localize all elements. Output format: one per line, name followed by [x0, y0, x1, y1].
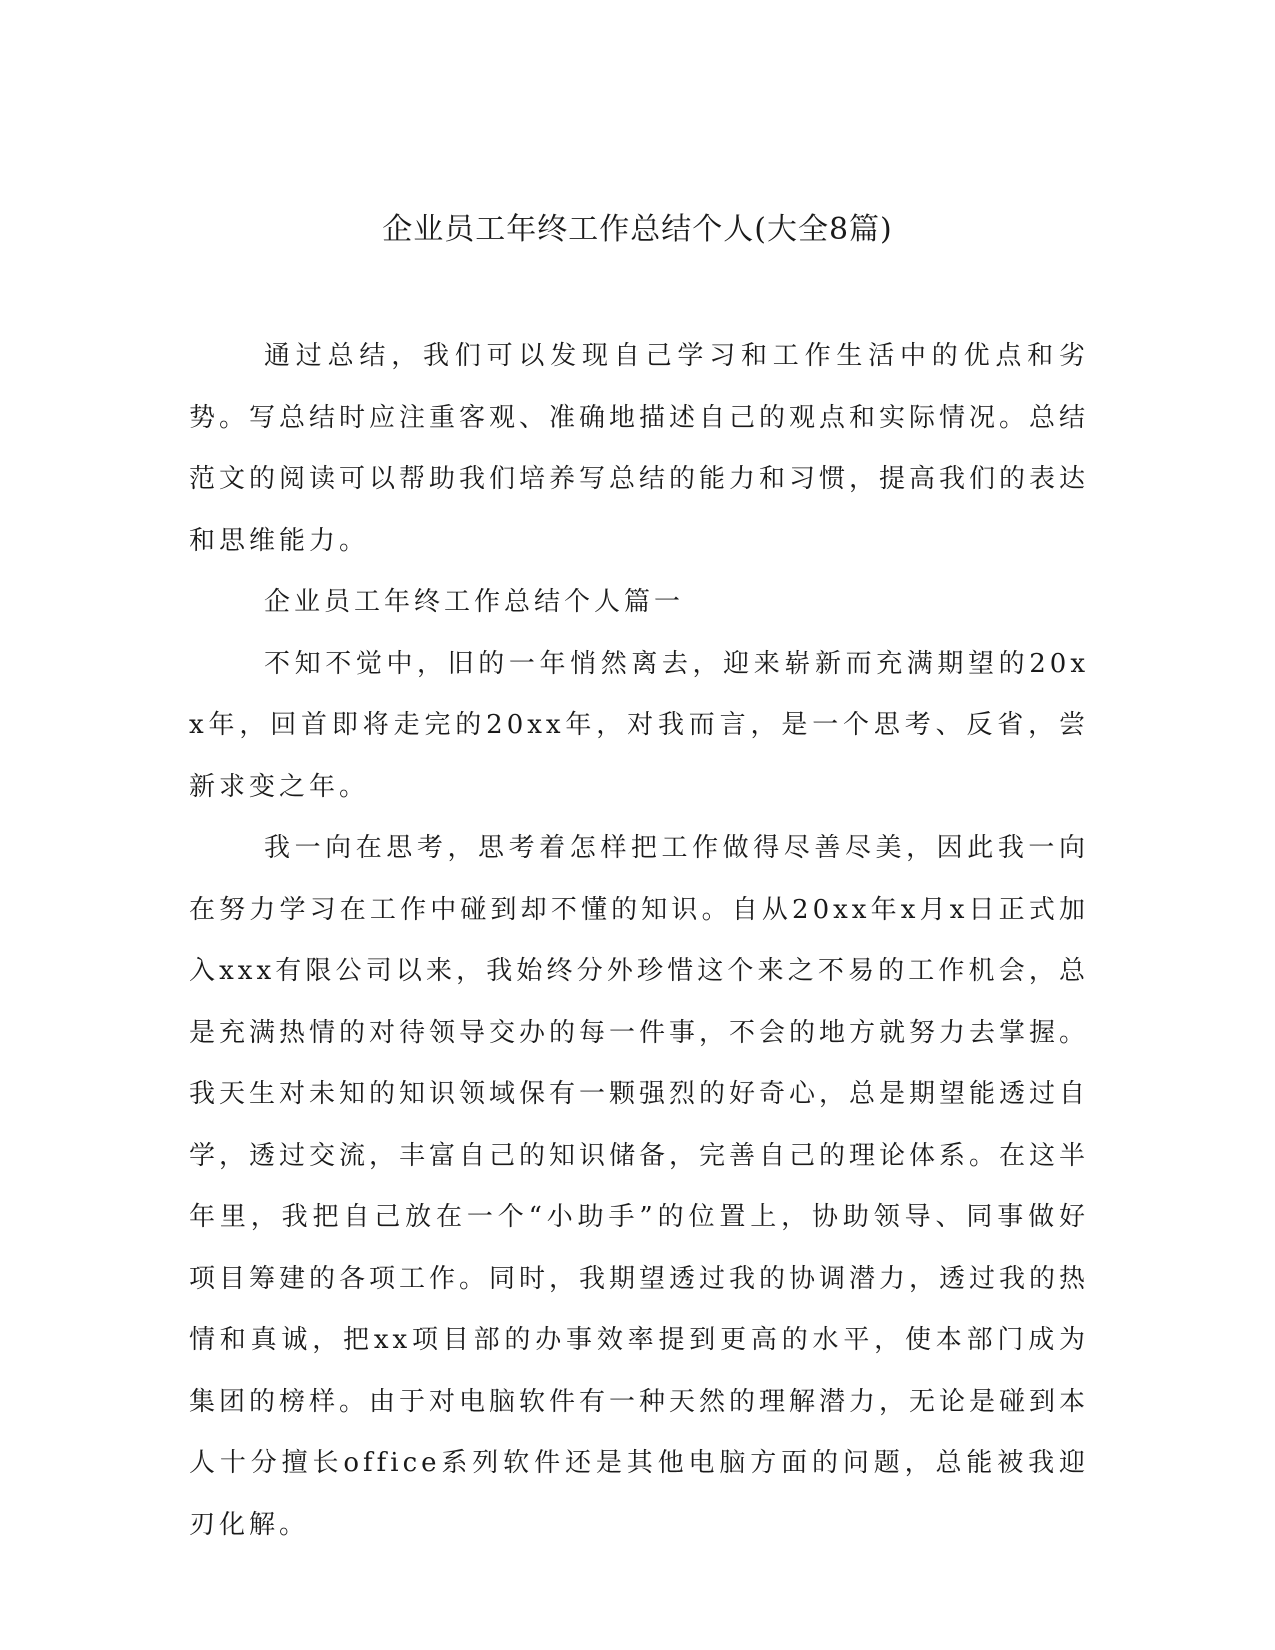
intro-paragraph: 通过总结，我们可以发现自己学习和工作生活中的优点和劣势。写总结时应注重客观、准确地描述自己的观点和实际情况。总结范文的阅读可以帮助我们培养写总结的能力和习惯，提高我们的表达和思维能力。 — [189, 341, 1090, 556]
body-paragraph: 不知不觉中，旧的一年悄然离去，迎来崭新而充满期望的20xx年，回首即将走完的20xx年，对我而言，是一个思考、反省，尝新求变之年。 — [189, 648, 1089, 802]
document-body — [189, 326, 1089, 1556]
body-paragraph: 我一向在思考，思考着怎样把工作做得尽善尽美，因此我一向在努力学习在工作中碰到却不懂的知识。自从20xx年x月x日正式加入xxx有限公司以来，我始终分外珍惜这个来之不易的工作机会，总是充满热情的对待领导交办的每一件事，不会的地方就努力去掌握。我天生对未知的知识领域保有一颗强烈的好奇心，总是期望能透过自学，透过交流，丰富自己的知识储备，完善自己的理论体系。在这半年里，我把自己放在一个“小助手”的位置上，协助领导、同事做好项目筹建的各项工作。同时，我期望透过我的协调潜力，透过我的热情和真诚，把xx项目部的办事效率提到更高的水平，使本部门成为集团的榜样。由于对电脑软件有一种天然的理解潜力，无论是碰到本人十分擅长office系列软件还是其他电脑方面的问题，总能被我迎刃化解。 — [189, 833, 1090, 1540]
document-title: 企业员工年终工作总结个人(大全8篇) — [382, 212, 893, 247]
section-heading: 企业员工年终工作总结个人篇一 — [264, 587, 685, 617]
